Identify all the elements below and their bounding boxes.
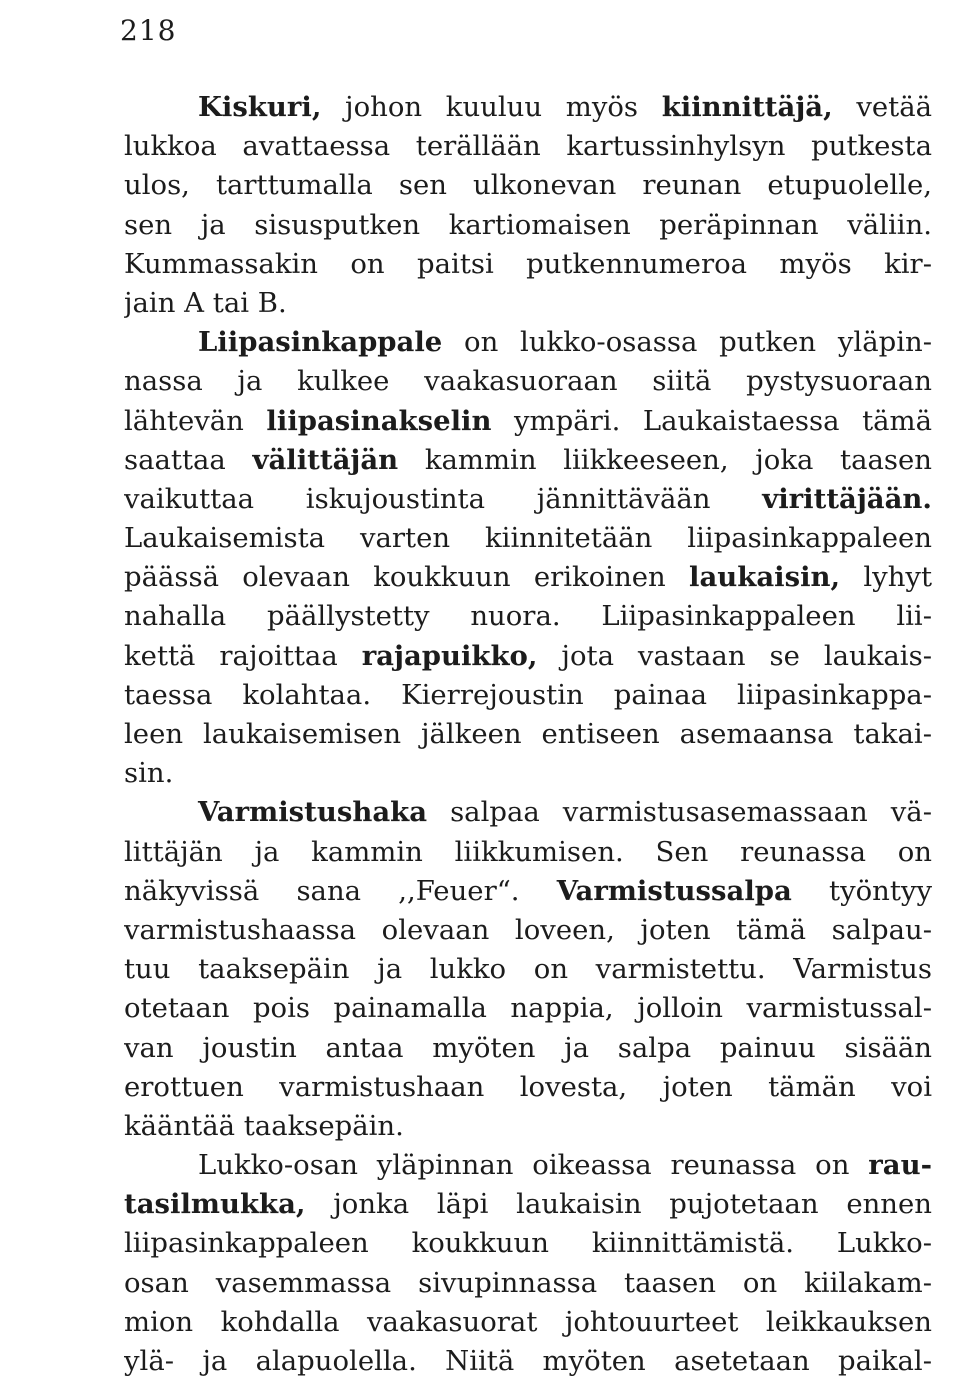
text-line bbox=[124, 245, 932, 284]
text-line bbox=[124, 1224, 932, 1263]
text-run: päässä olevaan koukkuun erikoinen bbox=[124, 561, 690, 594]
text-line bbox=[124, 558, 932, 597]
text-line bbox=[124, 754, 932, 793]
bold-term: virittäjään. bbox=[762, 482, 932, 515]
text-run: sin. bbox=[124, 757, 174, 790]
text-line bbox=[124, 872, 932, 911]
text-run: saattaa bbox=[124, 443, 253, 476]
text-line bbox=[124, 1029, 932, 1068]
text-line bbox=[124, 88, 932, 127]
text-run: Lukko-osan yläpinnan oikeassa reunassa on bbox=[198, 1149, 869, 1182]
text-run: jonka läpi laukaisin pujotetaan ennen bbox=[305, 1188, 932, 1221]
text-run: salpaa varmistusasemassaan vä- bbox=[427, 796, 932, 829]
text-run: ulos, tarttumalla sen ulkonevan reunan etupuolelle, bbox=[124, 169, 932, 202]
text-line bbox=[124, 402, 932, 441]
bold-term: tasilmukka, bbox=[124, 1188, 306, 1221]
text-line bbox=[124, 1264, 932, 1303]
text-run: osan vasemmassa sivupinnassa taasen on kiilakam- bbox=[124, 1266, 932, 1299]
text-line bbox=[124, 1342, 932, 1381]
text-run: ylä- ja alapuolella. Niitä myöten asetetaan paikal- bbox=[124, 1345, 932, 1377]
text-line bbox=[124, 989, 932, 1028]
text-run: tuu taaksepäin ja lukko on varmistettu. Varmistus bbox=[124, 953, 932, 986]
text-run: leen laukaisemisen jälkeen entiseen asemaansa takai- bbox=[124, 718, 932, 750]
text-run: van joustin antaa myöten ja salpa painuu sisään bbox=[124, 1031, 932, 1064]
text-run: littäjän ja kammin liikkumisen. Sen reunassa on bbox=[124, 835, 932, 868]
text-line bbox=[124, 1146, 932, 1185]
text-line bbox=[124, 441, 932, 480]
bold-term: liipasinakselin bbox=[266, 404, 492, 437]
text-run: jota vastaan se laukais- bbox=[537, 639, 932, 672]
text-line bbox=[124, 911, 932, 950]
text-run: taessa kolahtaa. Kierrejoustin painaa liipasinkappa- bbox=[124, 678, 932, 711]
bold-term: kiinnittäjä, bbox=[661, 91, 833, 123]
page-number: 218 bbox=[120, 14, 177, 47]
text-run: vaikuttaa iskujoustinta jännittävään bbox=[124, 482, 763, 515]
text-line bbox=[124, 127, 932, 166]
text-run: liipasinkappaleen koukkuun kiinnittämistä. Lukko- bbox=[124, 1227, 932, 1260]
text-run: kammin liikkeeseen, joka taasen bbox=[398, 443, 932, 476]
text-line bbox=[124, 793, 932, 832]
text-run: Laukaisemista varten kiinnitetään liipasinkappaleen bbox=[124, 522, 932, 555]
text-run: sen ja sisusputken kartiomaisen peräpinnan väliin. bbox=[124, 208, 932, 241]
text-run: nahalla päällystetty nuora. Liipasinkappaleen lii- bbox=[124, 600, 932, 633]
text-run: kääntää taaksepäin. bbox=[124, 1109, 404, 1142]
bold-term: Kiskuri, bbox=[198, 91, 322, 123]
text-line bbox=[124, 676, 932, 715]
text-line bbox=[124, 362, 932, 401]
text-line bbox=[124, 1303, 932, 1342]
text-run: Kummassakin on paitsi putkennumeroa myös kir- bbox=[124, 247, 932, 280]
text-line bbox=[124, 323, 932, 362]
text-line bbox=[124, 833, 932, 872]
text-line bbox=[124, 284, 932, 323]
bold-term: rajapuikko, bbox=[361, 639, 538, 672]
body-text bbox=[124, 88, 932, 1381]
text-run: erottuen varmistushaan lovesta, joten tämän voi bbox=[124, 1070, 932, 1103]
text-run: lyhyt bbox=[840, 561, 932, 594]
text-run: johon kuuluu myös bbox=[321, 91, 662, 123]
text-run: työntyy bbox=[791, 874, 932, 907]
text-run: on lukko-osassa putken yläpin- bbox=[442, 326, 932, 359]
text-run: nassa ja kulkee vaakasuoraan siitä pystysuoraan bbox=[124, 365, 932, 398]
text-line bbox=[124, 480, 932, 519]
text-line bbox=[124, 1107, 932, 1146]
text-line bbox=[124, 637, 932, 676]
bold-term: laukaisin, bbox=[689, 561, 841, 594]
text-run: lukkoa avattaessa terällään kartussinhylsyn putkesta bbox=[124, 130, 932, 163]
text-line bbox=[124, 206, 932, 245]
text-run: varmistushaassa olevaan loveen, joten tämä salpau- bbox=[124, 913, 932, 946]
text-line bbox=[124, 715, 932, 754]
bold-term: Liipasinkappale bbox=[198, 326, 443, 359]
text-line bbox=[124, 597, 932, 636]
text-run: kettä rajoittaa bbox=[124, 639, 362, 672]
text-line bbox=[124, 519, 932, 558]
bold-term: Varmistussalpa bbox=[556, 874, 792, 907]
text-run: otetaan pois painamalla nappia, jolloin varmistussal- bbox=[124, 992, 932, 1025]
text-run: jain A tai B. bbox=[124, 286, 287, 319]
text-run: vetää bbox=[832, 91, 932, 123]
text-run: mion kohdalla vaakasuorat johtouurteet leikkauksen bbox=[124, 1305, 932, 1338]
text-run: ympäri. Laukaistaessa tämä bbox=[491, 404, 932, 437]
text-run: lähtevän bbox=[124, 404, 267, 437]
text-line bbox=[124, 950, 932, 989]
text-line bbox=[124, 166, 932, 205]
text-line bbox=[124, 1185, 932, 1224]
text-run: näkyvissä sana ,,Feuer“. bbox=[124, 874, 557, 907]
bold-term: välittäjän bbox=[252, 443, 399, 476]
text-line bbox=[124, 1068, 932, 1107]
bold-term: rau- bbox=[868, 1149, 932, 1182]
bold-term: Varmistushaka bbox=[198, 796, 428, 829]
